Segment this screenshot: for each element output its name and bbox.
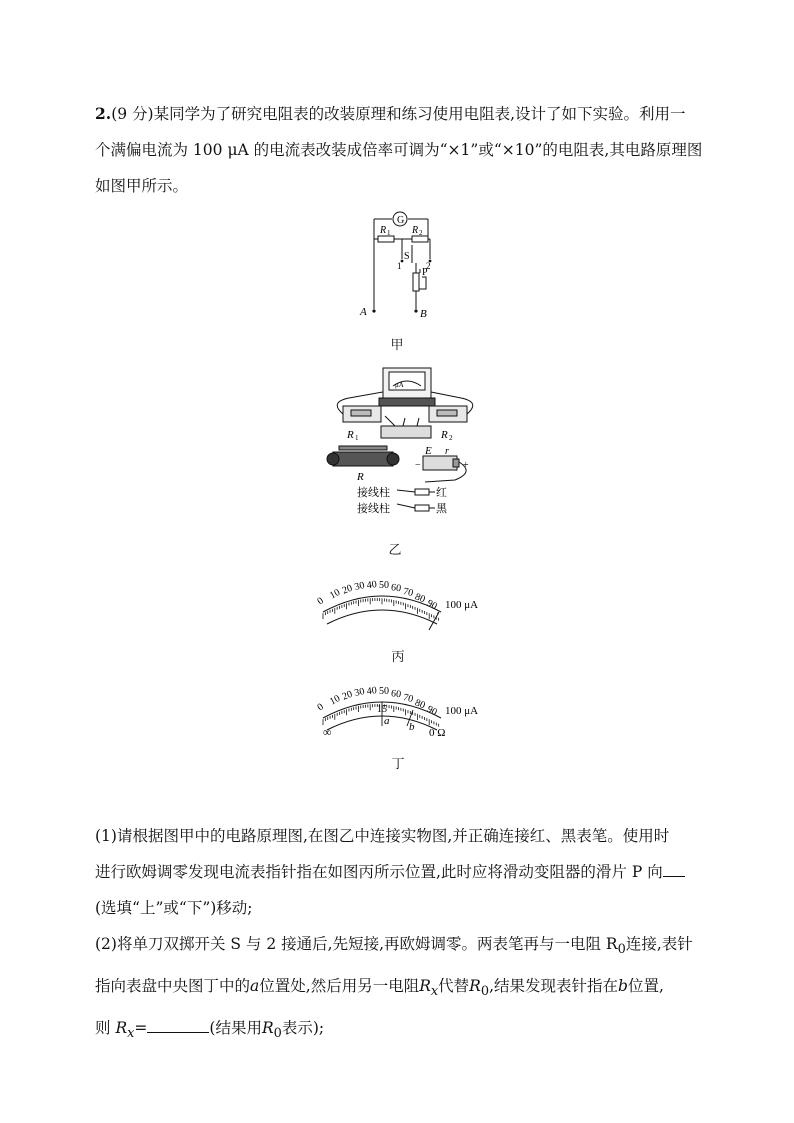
label-b-pos: b <box>409 721 415 733</box>
ding-scale-label-10: 10 <box>328 693 343 708</box>
ding-scale-label-20: 20 <box>340 688 355 703</box>
label-post-2: 接线柱 <box>357 502 390 515</box>
battery <box>423 456 457 470</box>
caption-ding: 丁 <box>391 757 405 772</box>
question-intro <box>95 96 707 204</box>
label-zero-ohm: 0 Ω <box>429 727 446 739</box>
part2-line-2e: 位置, <box>627 977 664 996</box>
bing-scale-label-80: 80 <box>413 591 427 606</box>
resistor-r1-symbol <box>378 236 394 242</box>
label-yi-e: E <box>425 445 432 457</box>
ding-scale-label-40: 40 <box>366 685 378 698</box>
caption-jia: 甲 <box>390 338 404 353</box>
caption-bing: 丙 <box>391 650 405 665</box>
part2-line-2c: 代替 <box>438 977 470 996</box>
var-r0-sub: 0 <box>480 984 490 1000</box>
var-a: a <box>250 977 260 996</box>
figure-ding-dial <box>305 674 490 744</box>
part2-line-3c: 表示); <box>281 1019 325 1038</box>
part1-line-3: (选填“上”或“下”)移动; <box>95 899 253 917</box>
label-r1-sub: 1 <box>387 229 391 237</box>
bing-scale-label-30: 30 <box>353 579 366 594</box>
figure-bing-dial <box>305 568 490 634</box>
question-score: (9 分) <box>111 105 154 123</box>
bing-scale-label-60: 60 <box>390 582 402 595</box>
meter-label: μA <box>395 381 404 389</box>
ding-scale-label-50: 50 <box>379 686 389 698</box>
equals-sign: = <box>134 1019 148 1038</box>
bing-scale-label-50: 50 <box>379 580 389 592</box>
knife-switch <box>381 426 431 438</box>
part-2 <box>95 926 707 1052</box>
ding-scale-label-0: 0 <box>315 701 326 714</box>
ding-scale-label-90: 90 <box>424 703 439 719</box>
var-rx-2: R <box>115 1019 128 1038</box>
part2-line-3a: 则 <box>95 1019 111 1038</box>
question-number: 2. <box>95 104 112 123</box>
part2-line-2a: 指向表盘中央图丁中的 <box>95 977 251 996</box>
caption-yi: 乙 <box>388 543 402 558</box>
label-yi-plus: + <box>463 460 469 471</box>
label-p: P <box>422 267 428 278</box>
var-r0: R <box>469 977 481 996</box>
label-inf: ∞ <box>323 725 332 739</box>
intro-line-3: 如图甲所示。 <box>95 177 189 195</box>
label-yi-r-small: r <box>445 446 449 457</box>
var-rx: R <box>419 977 431 996</box>
label-a-pos: a <box>384 715 390 727</box>
label-r1: R <box>380 225 387 236</box>
part2-line-2d: ,结果发现表针指在 <box>489 977 618 996</box>
bing-scale-label-40: 40 <box>366 579 378 592</box>
label-b: B <box>420 308 427 320</box>
label-yi-r1: R <box>347 429 354 441</box>
unit-bing: 100 μA <box>445 599 479 611</box>
answer-blank-2[interactable] <box>147 1018 209 1033</box>
label-s: S <box>404 251 410 262</box>
ohm-mid-label: 15 <box>377 704 387 715</box>
part2-line-2b: 位置处,然后用另一电阻 <box>259 977 420 996</box>
var-b: b <box>618 977 628 996</box>
part2-line-1-end: 连接,表针 <box>625 935 693 953</box>
var-rx-sub: x <box>430 984 439 1000</box>
answer-blank-1[interactable] <box>663 862 685 877</box>
label-r2-sub: 2 <box>419 229 423 237</box>
var-r0-2: R <box>261 1019 274 1038</box>
intro-line-1: 某同学为了研究电阻表的改装原理和练习使用电阻表,设计了如下实验。利用一 <box>153 105 686 123</box>
bing-scale-label-10: 10 <box>328 587 343 602</box>
bing-scale-label-0: 0 <box>315 595 326 608</box>
intro-line-2: 个满偏电流为 100 μA 的电流表改装成倍率可调为“×1”或“×10”的电阻表,其电路原理图 <box>95 141 703 159</box>
bing-scale-label-90: 90 <box>424 597 439 613</box>
part2-line-1: (2)将单刀双掷开关 S 与 2 接通后,先短接,再欧姆调零。两表笔再与一电阻 R <box>95 935 618 953</box>
label-yi-minus: − <box>415 460 421 471</box>
ding-scale-label-60: 60 <box>390 688 402 701</box>
label-yi-r2: R <box>441 429 448 441</box>
label-black: 黑 <box>436 502 447 515</box>
bing-scale-label-20: 20 <box>340 582 355 597</box>
label-g: G <box>397 215 405 226</box>
label-terminal-2: 2 <box>426 261 431 271</box>
label-terminal-1: 1 <box>397 261 402 271</box>
ding-scale-label-30: 30 <box>353 685 366 700</box>
figure-jia-circuit <box>340 205 470 325</box>
part1-line-2: 进行欧姆调零发现电流表指针指在如图丙所示位置,此时应将滑动变阻器的滑片 P 向 <box>95 863 663 881</box>
rheostat-symbol <box>413 273 419 291</box>
part-1 <box>95 818 707 926</box>
ding-scale-label-70: 70 <box>401 692 415 706</box>
slide-rheostat <box>333 452 393 466</box>
label-post-1: 接线柱 <box>357 486 390 499</box>
label-r2: R <box>412 225 419 236</box>
bing-scale-label-70: 70 <box>401 586 415 600</box>
label-a: A <box>360 306 367 318</box>
part1-line-1: (1)请根据图甲中的电路原理图,在图乙中连接实物图,并正确连接红、黑表笔。使用时 <box>95 827 670 845</box>
label-yi-r1-sub: 1 <box>355 434 359 442</box>
figure-yi-apparatus <box>325 362 485 520</box>
label-yi-r2-sub: 2 <box>449 434 453 442</box>
label-red: 红 <box>436 486 447 499</box>
part2-line-3b: (结果用 <box>209 1019 262 1038</box>
var-rx-2-sub: x <box>127 1026 135 1042</box>
ding-scale-label-80: 80 <box>413 697 427 712</box>
var-r0-2-sub: 0 <box>273 1026 282 1042</box>
label-yi-r: R <box>357 471 364 483</box>
unit-ding: 100 μA <box>445 705 479 717</box>
r0-sub: 0 <box>617 942 626 958</box>
